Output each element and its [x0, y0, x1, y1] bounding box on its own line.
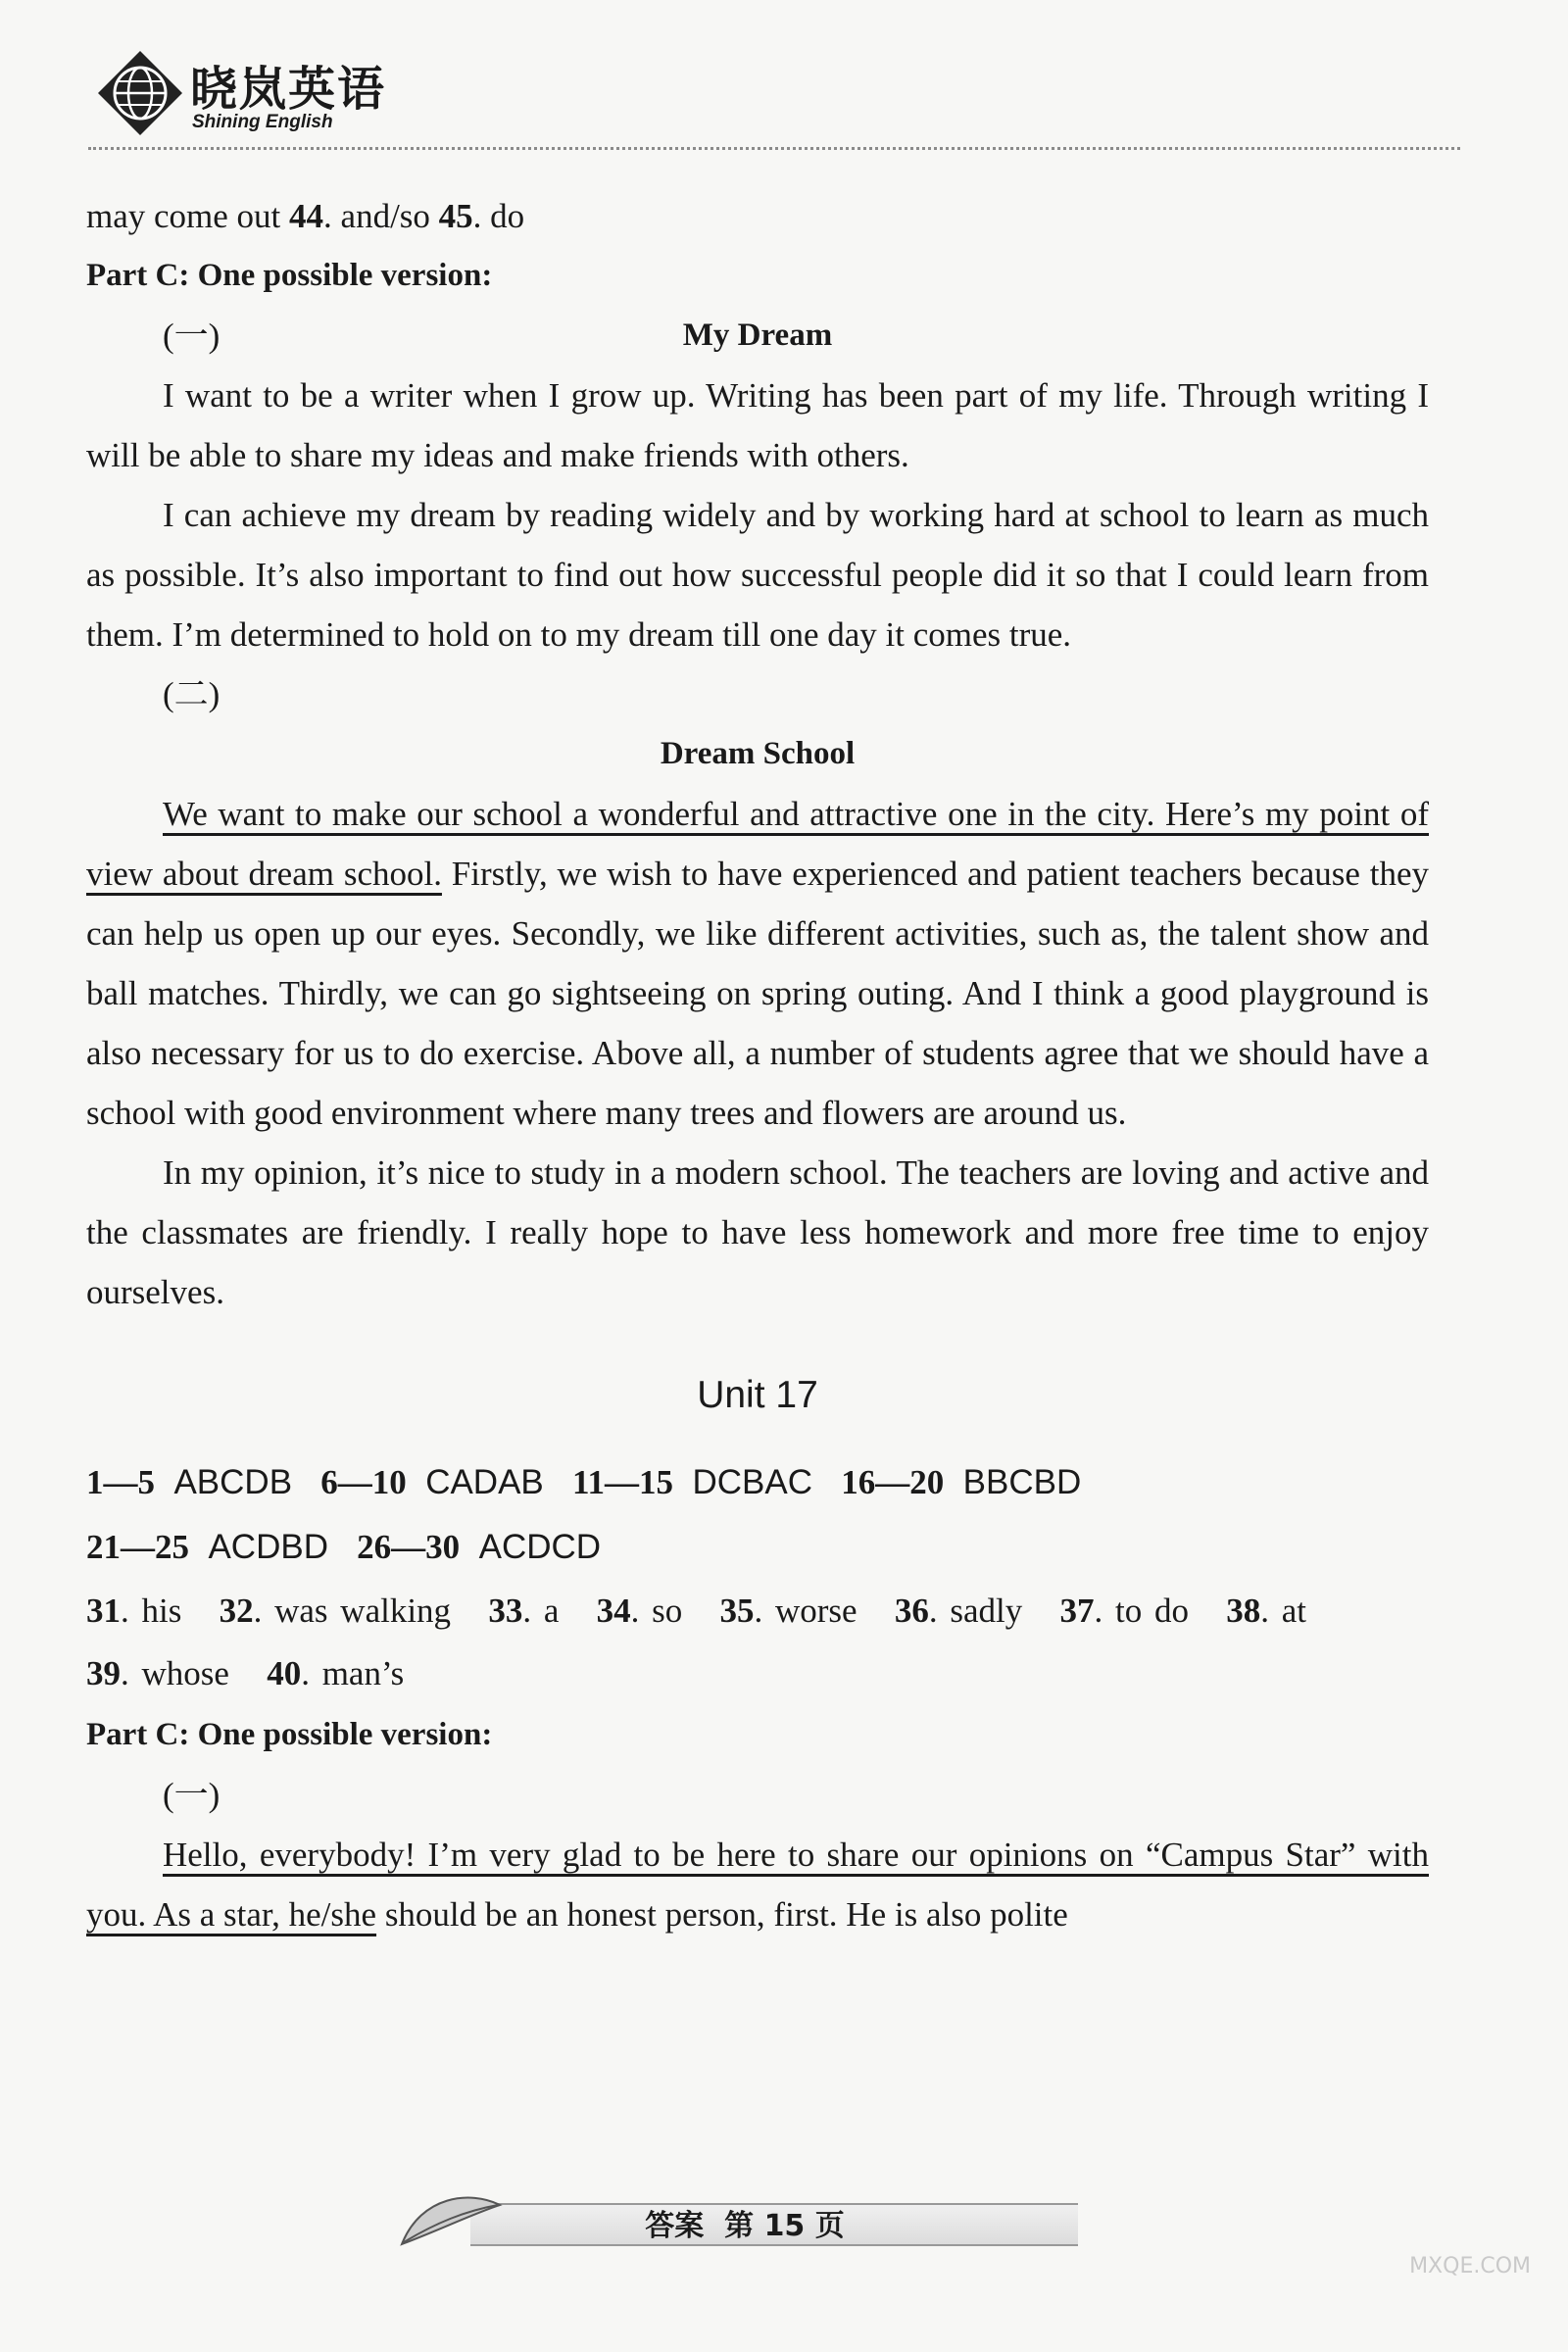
header-divider: [88, 147, 1460, 150]
section-marker: (二): [163, 675, 220, 713]
choice-answers-row: 1—5 ABCDB 6—10 CADAB 11—15 DCBAC 16—20 BBCBD: [86, 1463, 1082, 1501]
previous-answers-line: may come out 44. and/so 45. do: [86, 197, 525, 235]
part-c-label: Part C: One possible version:: [86, 258, 493, 293]
page-number-label: 答案 第 15 页: [645, 2209, 845, 2243]
essay-title: Dream School: [660, 736, 856, 771]
brand-chinese: 晓岚英语: [190, 64, 387, 116]
essay-1-heading: [86, 306, 1429, 366]
underlined-sentence: We want to make our school a wonderful and attractive one in the city. Here’s my point of view about dream school.: [86, 795, 1429, 893]
page-number: 15: [763, 2209, 806, 2243]
globe-logo-icon: [96, 49, 184, 137]
essay-paragraph: We want to make our school a wonderful and attractive one in the city. Here’s my point of view about dream school. Firstly, we wish to have experienced and patient teachers because they can help us open up our eyes. Secondly, we like different activities, such as, the talent show and ball matches. Thirdly, we can go sightseeing on spring outing. And I think a good playground is also necessary for us to do exercise. Above all, a number of students agree that we should have a school with good environment where many trees and flowers are around us.: [86, 795, 1429, 1132]
answer-content: [86, 186, 1429, 1944]
essay-paragraph: I want to be a writer when I grow up. Writing has been part of my life. Through writing I will be able to share my ideas and make friends with others.: [86, 376, 1429, 474]
essay-paragraph: Hello, everybody! I’m very glad to be here to share our opinions on “Campus Star” with you. As a star, he/she should be an honest person, first. He is also polite: [86, 1836, 1429, 1934]
choice-answers-row: 21—25 ACDBD 26—30 ACDCD: [86, 1528, 602, 1566]
underlined-sentence: Hello, everybody! I’m very glad to be here to share our opinions on “Campus Star” with you. As a star, he/she: [86, 1836, 1429, 1934]
watermark: MXQE.COM: [1409, 2254, 1531, 2278]
page-footer: [392, 2185, 1098, 2254]
essay-paragraph: I can achieve my dream by reading widely and by working hard at school to learn as much as possible. It’s also important to find out how successful people did it so that I could learn from them. I’m determined to hold on to my dream till one day it comes true.: [86, 496, 1429, 654]
essay-title: My Dream: [682, 318, 833, 353]
page-header: [88, 37, 1460, 145]
essay-paragraph: In my opinion, it’s nice to study in a modern school. The teachers are loving and active and the classmates are friendly. I really hope to have less homework and more free time to enjoy ourselves.: [86, 1153, 1429, 1311]
section-marker: (一): [163, 317, 220, 355]
fill-answers: 31. his 32. was walking 33. a 34. so 35. worse 36. sadly 37. to do 38. at 39. whose 40. man’s: [86, 1592, 1306, 1692]
brand-english: Shining English: [192, 112, 333, 132]
section-marker: (一): [163, 1776, 220, 1814]
part-c-label: Part C: One possible version:: [86, 1717, 493, 1752]
unit-title: Unit 17: [697, 1374, 818, 1416]
